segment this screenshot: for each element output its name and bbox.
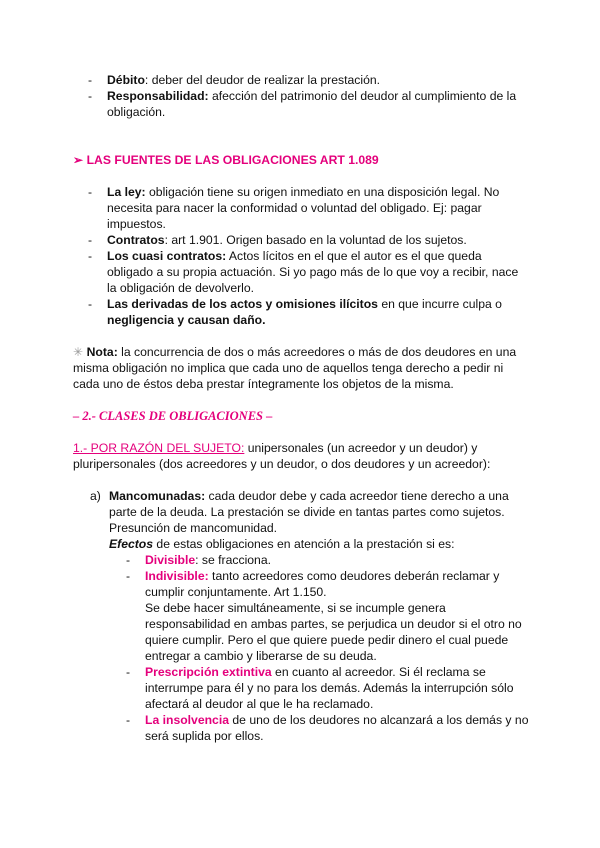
- list-dash: -: [126, 569, 131, 583]
- arrow-bullet-icon: ➢: [73, 153, 84, 167]
- term-label: Las derivadas de los actos y omisiones ilícitos: [107, 297, 378, 311]
- subsection-label: 1.- POR RAZÓN DEL SUJETO:: [73, 441, 245, 455]
- section-heading-fuentes: [73, 153, 379, 168]
- list-item-indivisible: [145, 569, 499, 584]
- list-item-contratos: [107, 233, 467, 248]
- term-label: Los cuasi contratos:: [107, 249, 227, 263]
- list-item-responsabilidad: [107, 89, 516, 104]
- item-mancomunadas: [109, 489, 509, 504]
- list-dash: -: [88, 297, 93, 311]
- term-text-continued: parte de la deuda. La prestación se divide en tantas partes como sujetos.: [109, 505, 505, 519]
- term-text-continued: impuestos.: [107, 217, 166, 231]
- term-text-continued: negligencia y causan daño.: [107, 313, 266, 327]
- list-dash: -: [88, 185, 93, 199]
- term-label: Débito: [107, 73, 145, 87]
- term-text-continued: interrumpe para él y no para los demás. Además la interrupción sólo: [145, 681, 514, 695]
- note-label: Nota:: [86, 345, 118, 359]
- efectos-line: [109, 537, 455, 552]
- list-item-divisible: [145, 553, 271, 568]
- section-heading-clases: – 2.- CLASES DE OBLIGACIONES –: [73, 409, 273, 423]
- term-text: : art 1.901. Origen basado en la voluntad de los sujetos.: [164, 233, 467, 247]
- term-text-continued: será suplida por ellos.: [145, 729, 264, 743]
- term-text: en cuanto al acreedor. Si él reclama se: [271, 665, 486, 679]
- list-item-ley: [107, 185, 499, 200]
- term-label: La ley:: [107, 185, 146, 199]
- term-text: tanto acreedores como deudores deberán reclamar y: [208, 569, 500, 583]
- term-text-continued: necesita para nacer la conformidad o voluntad del obligado. Ej: pagar: [107, 201, 482, 215]
- efectos-text: de estas obligaciones en atención a la prestación si es:: [153, 537, 455, 551]
- efectos-label: Efectos: [109, 537, 154, 551]
- term-text: : se fracciona.: [195, 553, 271, 567]
- term-text-continued: afectará al deudor al que le ha reclamado.: [145, 697, 374, 711]
- asterisk-icon: ✳: [73, 345, 84, 359]
- term-text: afección del patrimonio del deudor al cumplimiento de la: [208, 89, 517, 103]
- list-dash: -: [88, 89, 93, 103]
- section-title: LAS FUENTES DE LAS OBLIGACIONES ART 1.089: [86, 153, 379, 167]
- term-text-continued: responsabilidad en ambas partes, se perjudica un deudor si el otro no: [145, 617, 522, 631]
- term-text: : deber del deudor de realizar la prestación.: [144, 73, 381, 87]
- term-text-continued: Se debe hacer simultáneamente, si se incumple genera: [145, 601, 446, 615]
- term-text: en que incurre culpa o: [377, 297, 502, 311]
- list-item-debito: [107, 73, 380, 88]
- term-text: de uno de los deudores no alcanzará a los demás y no: [229, 713, 529, 727]
- list-item-insolvencia: [145, 713, 528, 728]
- list-dash: -: [88, 73, 93, 87]
- term-text-continued: Presunción de mancomunidad.: [109, 521, 278, 535]
- term-text-continued: entregar a cambio y liberarse de su deuda.: [145, 649, 377, 663]
- list-item-derivadas: [107, 297, 502, 312]
- list-item-prescripcion: [145, 665, 486, 680]
- list-dash: -: [88, 249, 93, 263]
- term-label: Contratos: [107, 233, 165, 247]
- term-text-continued: la obligación de devolverlo.: [107, 281, 255, 295]
- note-text-continued: cada uno de éstos deba prestar íntegramente los objetos de la misma.: [73, 377, 454, 391]
- term-text-continued: cumplir conjuntamente. Art 1.150.: [145, 585, 327, 599]
- list-dash: -: [126, 665, 131, 679]
- term-text: Actos lícitos en el que el autor es el que queda: [226, 249, 482, 263]
- term-label: Prescripción extintiva: [145, 665, 272, 679]
- term-label: Mancomunadas:: [109, 489, 206, 503]
- note-paragraph: [73, 345, 516, 360]
- term-label: Responsabilidad:: [107, 89, 209, 103]
- note-text: la concurrencia de dos o más acreedores o más de dos deudores en una: [117, 345, 517, 359]
- note-text-continued: misma obligación no implica que cada uno de aquellos tenga derecho a pedir ni: [73, 361, 504, 375]
- term-label: La insolvencia: [145, 713, 229, 727]
- list-dash: -: [126, 713, 131, 727]
- subsection-text-continued: pluripersonales (dos acreedores y un deudor, o dos deudores y un acreedor):: [73, 457, 491, 471]
- list-dash: -: [88, 233, 93, 247]
- term-text: cada deudor debe y cada acreedor tiene derecho a una: [205, 489, 509, 503]
- term-text-continued: quiere cumplir. Pero el que quiere puede pedir dinero el cual puede: [145, 633, 509, 647]
- term-text-continued: obligado a su propia actuación. Si yo pago más de lo que voy a recibir, nace: [107, 265, 519, 279]
- list-marker: a): [90, 489, 101, 503]
- subsection-sujeto: [73, 441, 477, 456]
- term-text: obligación tiene su origen inmediato en una disposición legal. No: [145, 185, 500, 199]
- subsection-text: unipersonales (un acreedor y un deudor) y: [244, 441, 478, 455]
- list-item-cuasi-contratos: [107, 249, 482, 264]
- list-dash: -: [126, 553, 131, 567]
- term-label: Divisible: [145, 553, 196, 567]
- term-label: Indivisible:: [145, 569, 209, 583]
- term-text-continued: obligación.: [107, 105, 166, 119]
